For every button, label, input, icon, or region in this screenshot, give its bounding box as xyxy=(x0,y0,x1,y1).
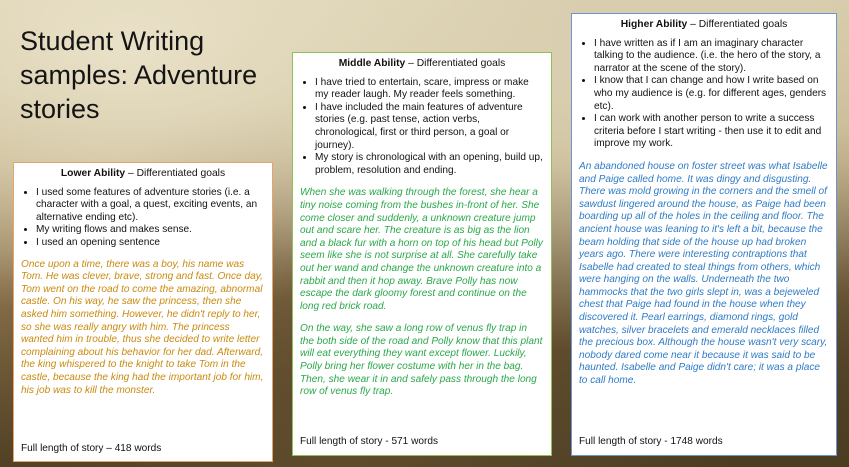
middle-story-sample xyxy=(293,187,551,399)
story-paragraph: On the way, she saw a long row of venus fly trap in the both side of the road and Polly know that this plant will eat everything they want except flower. Luckily, Polly bring her flower costume with her in the bag. Then, she wear it in and safely pass through the long row of venus fly trap. xyxy=(300,323,543,398)
lower-story-sample xyxy=(14,259,272,398)
middle-ability-heading: Middle Ability – Differentiated goals xyxy=(338,58,506,69)
goal-item: • I have tried to entertain, scare, impress or make my reader laugh. My reader feels something. xyxy=(315,77,543,102)
goal-item: • I have written as if I am an imaginary character talking to the audience. (i.e. the hero of the story, a narrator at the scene of the story). xyxy=(594,38,828,76)
middle-ability-card xyxy=(292,52,552,456)
story-paragraph: When she was walking through the forest, she hear a tiny noise coming from the bushes in-front of her. She come closer and suddenly, a unknown creature jump out and scare her. The creature is as big as the lion and a black fur with a horn on top of his head but Polly seem like she is not surprise at all. She carefully take out her wand and change the unknown creature into a rabbit and then it hop away. Brave Polly has now escape the dark gloomy forest and continue on the long red brick road. xyxy=(300,187,543,312)
story-paragraph: An abandoned house on foster street was what Isabelle and Paige called home. It was dingy and disgusting. There was mold growing in the corners and the smell of sawdust lingered around the house, as Paige had been boarding up all of the holes in the ceiling and floor. The ancient house was leaning to it's left a bit, because the beam holding that side of the house up had broken years ago. There were interesting contraptions that Isabelle had created to steal things from others, which were hanging on the walls. Underneath the two hammocks that the two girls slept in, was a bejeweled chest that Paige had found in the house when they discovered it. Pearl earrings, diamond rings, gold watches, silver bracelets and emerald necklaces filled the precious box. Although the house wasn't very scary, nobody dared come near it because it was said to be haunted. Isabelle and Paige didn't care; it was a place to call home. xyxy=(579,160,828,387)
goal-item: • My story is chronological with an opening, build up, problem, resolution and ending. xyxy=(315,152,543,177)
higher-ability-heading: Higher Ability – Differentiated goals xyxy=(620,19,788,30)
higher-story-sample xyxy=(572,161,836,388)
higher-story-length: Full length of story - 1748 words xyxy=(579,436,723,448)
middle-goals-list xyxy=(293,77,551,178)
goal-item: • I know that I can change and how I write based on who my audience is (e.g. for different ages, genders etc). xyxy=(594,75,828,113)
lower-goals-list xyxy=(14,187,272,250)
lower-ability-card xyxy=(13,162,273,462)
goal-item: • I can work with another person to write a success criteria before I start writing - then use it to edit and improve my work. xyxy=(594,113,828,151)
higher-ability-card xyxy=(571,13,837,456)
middle-story-length: Full length of story - 571 words xyxy=(300,436,439,448)
higher-goals-list xyxy=(572,38,836,151)
lower-ability-heading: Lower Ability – Differentiated goals xyxy=(60,168,226,179)
goal-item: • I have included the main features of adventure stories (e.g. past tense, action verbs, chronological, first or third person, a goal or journey). xyxy=(315,102,543,152)
lower-story-length: Full length of story – 418 words xyxy=(21,443,162,455)
slide-title: Student Writing samples: Adventure stories xyxy=(20,26,258,124)
goal-item: • I used an opening sentence xyxy=(36,237,264,250)
story-paragraph: Once upon a time, there was a boy, his name was Tom. He was clever, brave, strong and fast. Once day, Tom went on the road to come the amazing, abnormal castle. On his way, he saw the princess, then she asked him something. However, he didn't reply to her, so she was really angry with him. The princess wanted him in trouble, thus she decided to write letter complaining about his behavior for her dad. Afterward, the king whispered to the knight to take Tom in the castle, because the king had the important job for him, his job was to kill the monster. xyxy=(21,258,264,396)
goal-item: • My writing flows and makes sense. xyxy=(36,224,264,237)
goal-item: • I used some features of adventure stories (i.e. a character with a goal, a quest, exciting events, an alternative ending etc). xyxy=(36,187,264,225)
